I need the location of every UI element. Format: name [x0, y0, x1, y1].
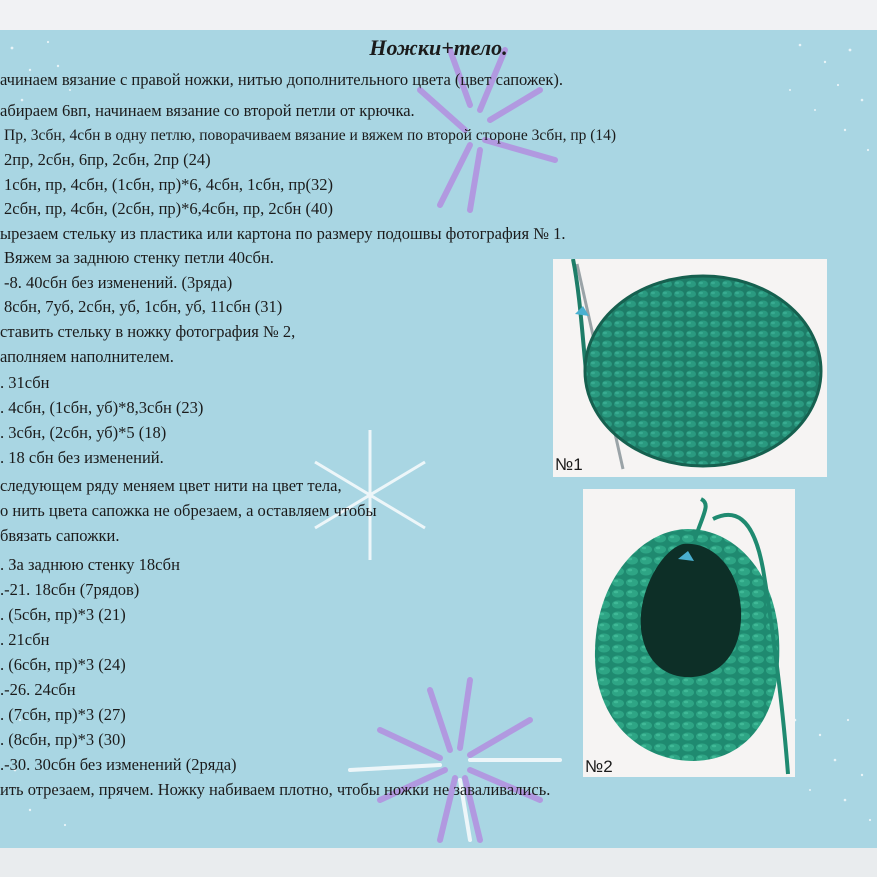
photo-sole [553, 259, 827, 477]
pattern-line: 2пр, 2сбн, 6пр, 2сбн, 2пр (24) [4, 150, 211, 169]
pattern-line: аполняем наполнителем. [0, 347, 174, 366]
pattern-line: 1сбн, пр, 4сбн, (1сбн, пр)*6, 4сбн, 1сбн, пр(32) [4, 175, 333, 194]
page-title: Ножки+тело. [369, 35, 508, 60]
pattern-line: абираем 6вп, начинаем вязание со второй петли от крючка. [0, 101, 415, 120]
pattern-line: ырезаем стельку из пластика или картона по размеру подошвы фотография № 1. [0, 224, 566, 243]
pattern-line: ить отрезаем, прячем. Ножку набиваем плотно, чтобы ножки не заваливались. [0, 780, 551, 799]
pattern-line: 8сбн, 7уб, 2сбн, уб, 1сбн, уб, 11сбн (31) [4, 297, 283, 316]
pattern-line: -8. 40сбн без изменений. (3ряда) [4, 273, 233, 292]
photo-shoe [583, 489, 795, 777]
sole-illustration [553, 259, 827, 477]
pattern-line: . (5сбн, пр)*3 (21) [0, 605, 126, 624]
pattern-line: Вяжем за заднюю стенку петли 40сбн. [4, 248, 274, 267]
pattern-line: . (7сбн, пр)*3 (27) [0, 705, 126, 724]
photo-caption: №2 [585, 757, 613, 776]
pattern-line: о нить цвета сапожка не обрезаем, а оставляем чтобы [0, 501, 377, 520]
pattern-line: . 18 сбн без изменений. [0, 448, 164, 467]
pattern-line: . 4сбн, (1сбн, уб)*8,3сбн (23) [0, 398, 204, 417]
pattern-page [0, 30, 877, 848]
pattern-line: . (6сбн, пр)*3 (24) [0, 655, 126, 674]
pattern-line: . 3сбн, (2сбн, уб)*5 (18) [0, 423, 167, 442]
photo-caption: №1 [555, 455, 583, 474]
pattern-line: бвязать сапожки. [0, 526, 120, 545]
pattern-line: .-26. 24сбн [0, 680, 76, 699]
bottom-bar [0, 848, 877, 877]
pattern-line: Пр, 3сбн, 4сбн в одну петлю, поворачиваем вязание и вяжем по второй стороне 3сбн, пр (14) [4, 127, 617, 144]
pattern-line: . За заднюю стенку 18сбн [0, 555, 180, 574]
pattern-line: ставить стельку в ножку фотография № 2, [0, 322, 296, 341]
top-bar [0, 0, 877, 30]
pattern-line: .-30. 30сбн без изменений (2ряда) [0, 755, 237, 774]
pattern-line: . 31сбн [0, 373, 50, 392]
pattern-line: . 21сбн [0, 630, 50, 649]
pattern-line: 2сбн, пр, 4сбн, (2сбн, пр)*6,4сбн, пр, 2сбн (40) [4, 199, 333, 218]
pattern-line: .-21. 18сбн (7рядов) [0, 580, 140, 599]
pattern-line: следующем ряду меняем цвет нити на цвет тела, [0, 476, 342, 495]
pattern-line: . (8сбн, пр)*3 (30) [0, 730, 126, 749]
pattern-line: ачинаем вязание с правой ножки, нитью дополнительного цвета (цвет сапожек). [0, 70, 564, 89]
shoe-illustration [583, 489, 795, 777]
